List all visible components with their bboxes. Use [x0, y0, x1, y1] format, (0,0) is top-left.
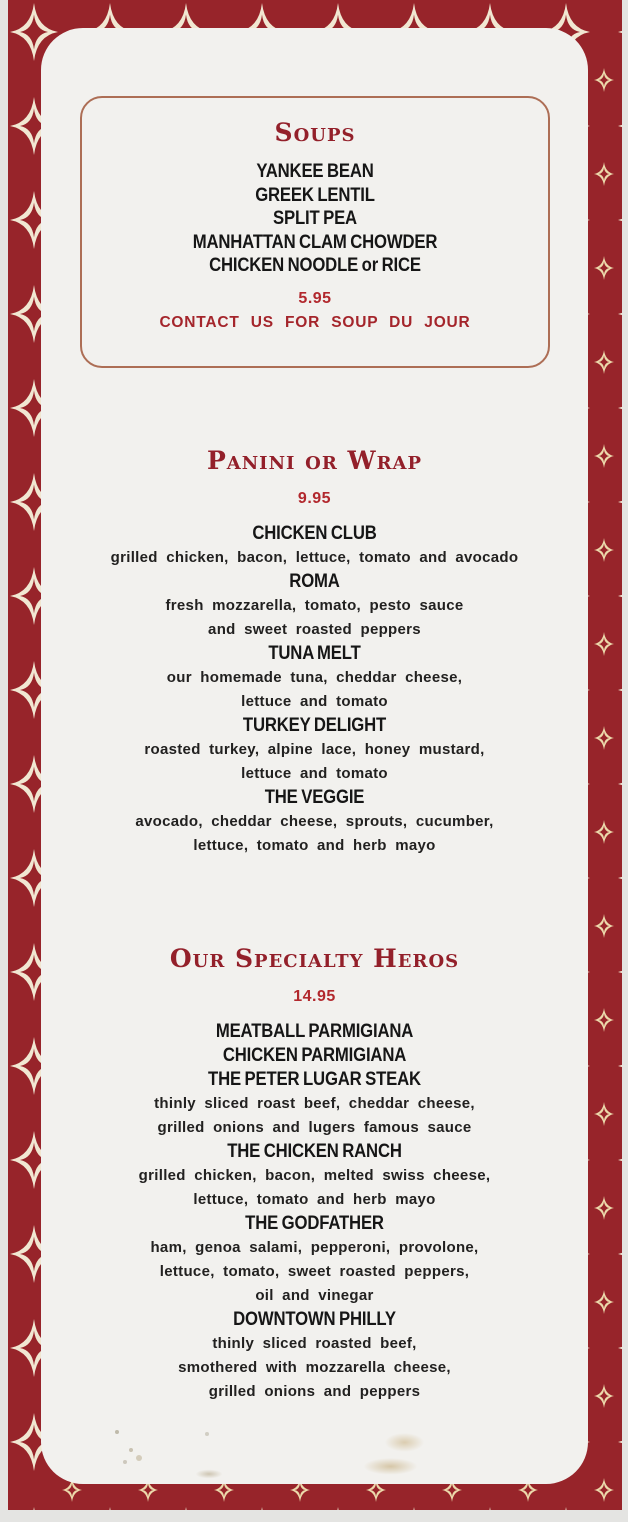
item-description-line: lettuce, tomato, sweet roasted peppers,: [159, 1263, 470, 1280]
menu-item-name: MANHATTAN CLAM CHOWDER: [192, 231, 438, 253]
heros-title: Our Specialty Heros: [169, 944, 460, 973]
item-description-line: grilled chicken, bacon, melted swiss cheese,: [138, 1167, 491, 1184]
menu-item-name: CHICKEN NOODLE or RICE: [209, 255, 421, 276]
specialty-heros-section: [41, 944, 588, 1404]
item-description-line: thinly sliced roasted beef,: [212, 1335, 417, 1352]
item-description-line: avocado, cheddar cheese, sprouts, cucumber,: [135, 813, 494, 830]
panini-title: Panini or Wrap: [206, 446, 423, 475]
menu-item-name: TURKEY DELIGHT: [242, 715, 387, 736]
menu-item-name: CHICKEN PARMIGIANA: [222, 1045, 407, 1066]
item-description-line: lettuce, tomato and herb mayo: [193, 1191, 436, 1208]
item-description-line: smothered with mozzarella cheese,: [178, 1359, 451, 1376]
soups-item-list: [82, 160, 548, 278]
item-description-line: fresh mozzarella, tomato, pesto sauce: [165, 597, 464, 614]
soups-section: [80, 96, 550, 368]
menu-panel: [41, 28, 588, 1484]
menu-item-name: THE CHICKEN RANCH: [227, 1141, 402, 1162]
stain-mark: [115, 1430, 119, 1434]
menu-item-name: DOWNTOWN PHILLY: [233, 1309, 396, 1330]
menu-item-name: TUNA MELT: [268, 643, 361, 664]
item-description-line: grilled onions and peppers: [208, 1383, 421, 1400]
item-description-line: roasted turkey, alpine lace, honey mustard,: [144, 741, 485, 758]
menu-item-name: YANKEE BEAN: [256, 161, 374, 182]
soup-du-jour-note: CONTACT US FOR SOUP DU JOUR: [159, 313, 471, 331]
item-description-line: our homemade tuna, cheddar cheese,: [166, 669, 463, 686]
panini-item-list: [41, 522, 588, 858]
menu-item-name: GREEK LENTIL: [255, 184, 375, 206]
menu-item-name: THE PETER LUGAR STEAK: [208, 1069, 421, 1090]
menu-item-name: SPLIT PEA: [273, 208, 357, 229]
item-description-line: ham, genoa salami, pepperoni, provolone,: [150, 1239, 479, 1256]
menu-item-name: MEATBALL PARMIGIANA: [215, 1021, 414, 1042]
item-description-line: oil and vinegar: [255, 1287, 374, 1304]
stain-mark: [191, 1468, 227, 1480]
stain-mark: [359, 1428, 429, 1476]
panini-section: [41, 446, 588, 858]
menu-item-name: THE VEGGIE: [264, 787, 365, 808]
item-description-line: grilled chicken, bacon, lettuce, tomato and avocado: [110, 549, 519, 566]
soups-price: 5.95: [298, 289, 332, 307]
menu-item-name: CHICKEN CLUB: [252, 523, 377, 544]
item-description-line: lettuce and tomato: [241, 765, 388, 782]
item-description-line: thinly sliced roast beef, cheddar cheese,: [154, 1095, 475, 1112]
item-description-line: lettuce, tomato and herb mayo: [193, 837, 436, 854]
menu-item-name: ROMA: [289, 571, 340, 592]
item-description-line: lettuce and tomato: [241, 693, 388, 710]
item-description-line: and sweet roasted peppers: [208, 621, 421, 638]
heros-item-list: [41, 1020, 588, 1404]
item-description-line: grilled onions and lugers famous sauce: [157, 1119, 472, 1136]
soups-title: Soups: [274, 118, 356, 147]
panini-price: 9.95: [297, 490, 332, 507]
menu-item-name: THE GODFATHER: [245, 1213, 384, 1234]
heros-price: 14.95: [293, 988, 336, 1005]
